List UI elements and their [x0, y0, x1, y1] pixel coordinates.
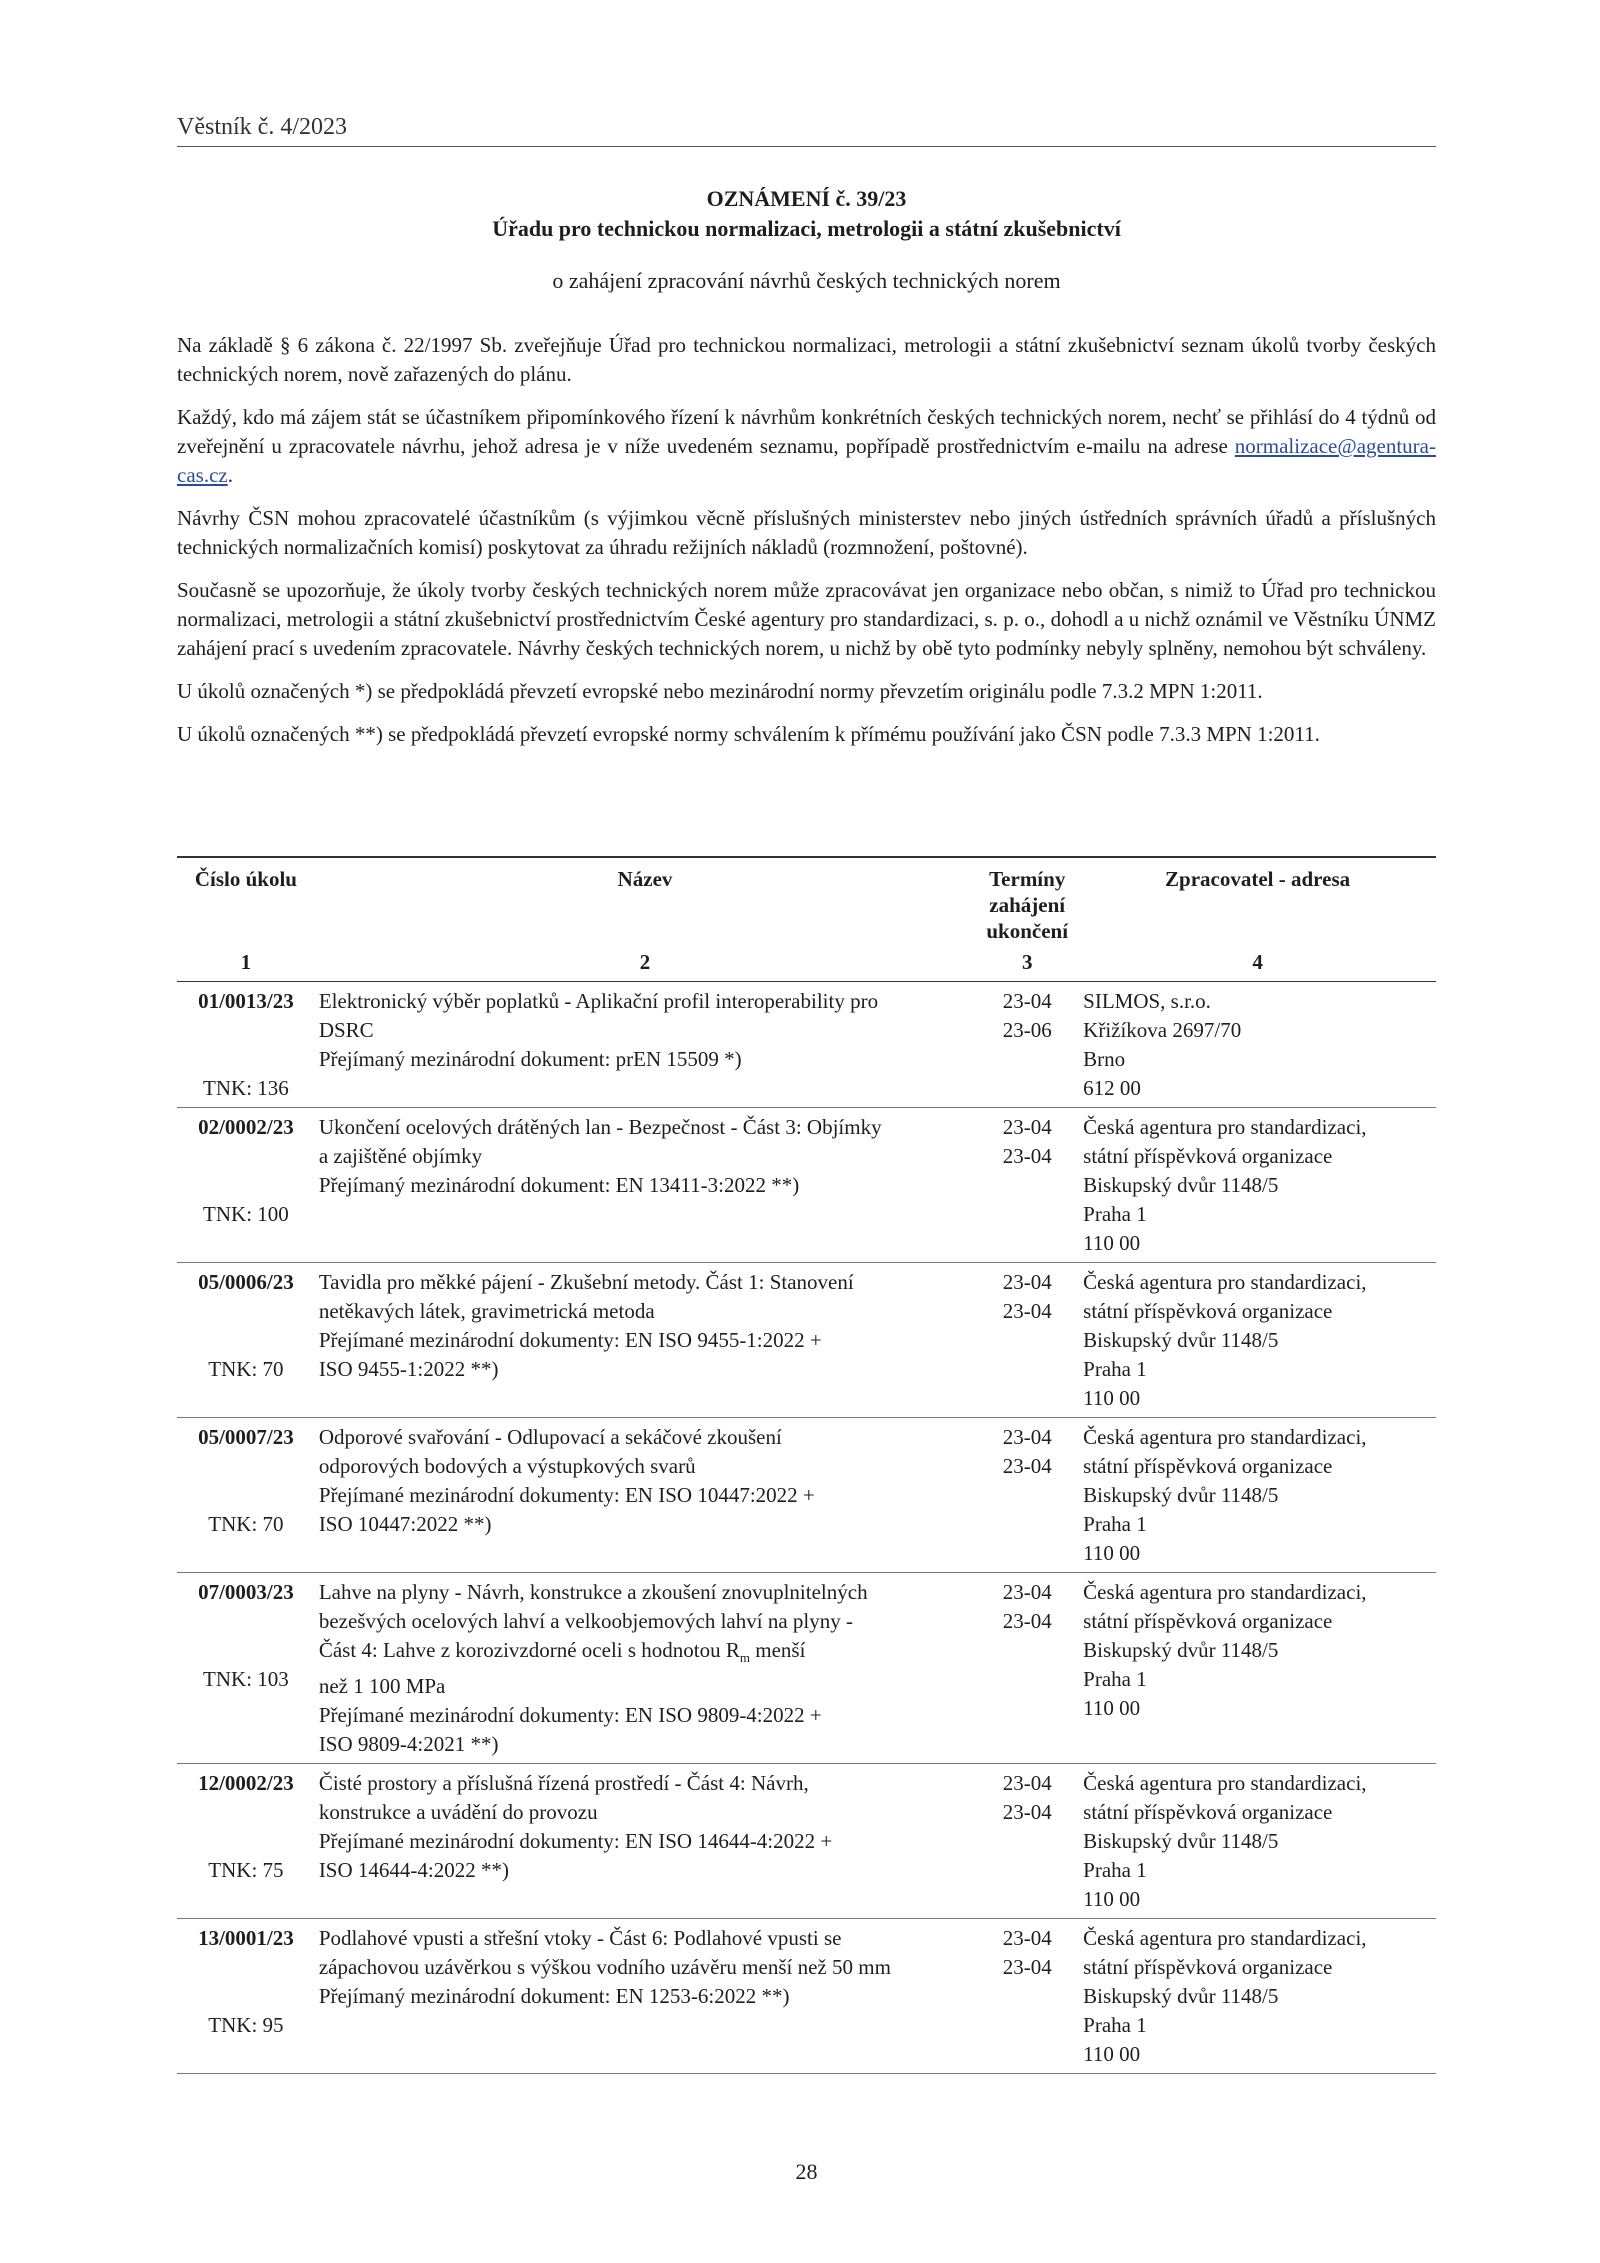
end-term: 23-04 [1002, 1454, 1052, 1478]
task-cell [177, 1108, 315, 1263]
task-name-text: menší [750, 1638, 806, 1662]
task-name-text: Přejímané mezinárodní dokumenty: EN ISO 9809-4:2022 + [318, 1703, 822, 1728]
address-line: Praha 1 [1083, 1512, 1147, 1536]
task-name-line [319, 1856, 971, 1885]
page-number: 28 [795, 2159, 818, 2184]
task-name-text: Odporové svařování - Odlupovací a sekáčové zkoušení [318, 1425, 782, 1449]
issuing-office: Úřadu pro technickou normalizaci, metrologii a státní zkušebnictví [492, 216, 1121, 241]
task-name-text: Přejímaný mezinárodní dokument: EN 13411-3:2022 **) [318, 1173, 800, 1197]
header-terms-line: Termíny [989, 867, 1066, 891]
end-term: 23-04 [1002, 1800, 1052, 1825]
task-name-text: ISO 14644-4:2022 **) [318, 1858, 509, 1883]
tnk-label: TNK: 100 [203, 1202, 289, 1226]
task-cell [177, 1418, 315, 1573]
task-name-line [319, 1769, 971, 1798]
processor-cell [1079, 1263, 1436, 1418]
end-term: 23-04 [1002, 1299, 1052, 1323]
address-line: Biskupský dvůr 1148/5 [1083, 1483, 1279, 1507]
task-name-text: odporových bodových a výstupkových svarů [318, 1454, 696, 1478]
address-line: státní příspěvková organizace [1083, 1955, 1333, 1980]
task-name-line [319, 1113, 971, 1142]
task-name-text: Přejímaný mezinárodní dokument: EN 1253-6:2022 **) [318, 1984, 790, 2009]
task-code: 02/0002/23 [198, 1115, 294, 1139]
task-name-cell [315, 1108, 975, 1263]
address-line: Biskupský dvůr 1148/5 [1083, 1984, 1279, 2009]
address-line: 110 00 [1083, 1231, 1141, 1255]
task-cell [177, 1263, 315, 1418]
end-term: 23-06 [1002, 1018, 1052, 1042]
email-link[interactable]: normalizace@agentura-cas.cz [177, 434, 1436, 487]
header-terms [975, 857, 1079, 945]
paragraph-6: U úkolů označených **) se předpokládá převzetí evropské normy schválením k přímému používání jako ČSN podle 7.3.3 MPN 1:2011. [177, 722, 1320, 746]
column-number: 4 [1079, 945, 1436, 982]
address-line: Praha 1 [1083, 1858, 1147, 1883]
spacer [181, 1142, 311, 1171]
announcement-subject: o zahájení zpracování návrhů českých technických norem [552, 268, 1061, 293]
header-terms-line: ukončení [986, 919, 1069, 943]
task-name-line [319, 1423, 971, 1452]
spacer [181, 1798, 311, 1827]
address-line: 612 00 [1083, 1076, 1141, 1100]
task-name-text: Ukončení ocelových drátěných lan - Bezpečnost - Část 3: Objímky [318, 1115, 882, 1139]
spacer [181, 1607, 311, 1636]
address-line: státní příspěvková organizace [1083, 1609, 1333, 1633]
tnk-label: TNK: 103 [203, 1667, 289, 1691]
terms-cell [975, 1418, 1079, 1573]
header-terms-line: zahájení [989, 893, 1066, 917]
address-line: Praha 1 [1083, 1202, 1147, 1226]
start-term: 23-04 [1002, 1115, 1052, 1139]
task-code: 07/0003/23 [198, 1580, 294, 1604]
address-line: Biskupský dvůr 1148/5 [1083, 1829, 1279, 1854]
task-name-text: Podlahové vpusti a střešní vtoky - Část 6: Podlahové vpusti se [318, 1926, 842, 1951]
task-code: 13/0001/23 [198, 1926, 294, 1951]
address-line: Česká agentura pro standardizaci, [1083, 1580, 1367, 1604]
tnk-label: TNK: 136 [203, 1076, 289, 1100]
task-name-cell [315, 1418, 975, 1573]
task-name-text: ISO 9809-4:2021 **) [318, 1732, 499, 1757]
processor-cell [1079, 1919, 1436, 2074]
start-term: 23-04 [1002, 989, 1052, 1013]
task-name-text: netěkavých látek, gravimetrická metoda [318, 1299, 655, 1323]
task-name-text: DSRC [318, 1018, 374, 1042]
task-name-text: zápachovou uzávěrkou s výškou vodního uzávěru menší než 50 mm [318, 1955, 891, 1980]
tnk-label: TNK: 70 [208, 1512, 284, 1536]
address-line: státní příspěvková organizace [1083, 1454, 1333, 1478]
body-text [177, 331, 1436, 763]
task-name-line [319, 1355, 971, 1384]
table-header-row [177, 857, 1436, 945]
task-code: 12/0002/23 [198, 1771, 294, 1796]
task-name-line [319, 1730, 971, 1759]
task-cell [177, 1573, 315, 1764]
spacer [181, 1827, 311, 1856]
task-name-line [319, 1297, 971, 1326]
task-name-line [319, 1701, 971, 1730]
task-name-line [319, 1268, 971, 1297]
address-line: Česká agentura pro standardizaci, [1083, 1115, 1367, 1139]
paragraph-3: Návrhy ČSN mohou zpracovatelé účastníkům (s výjimkou věcně příslušných ministerstev nebo jiných ústředních správních úřadů a příslušných technických normalizačních komisí) poskytovat za úhradu režijních nákladů (rozmnožení, poštovné). [177, 506, 1436, 559]
table-body [177, 982, 1436, 2074]
table-row [177, 1919, 1436, 2074]
address-line: 110 00 [1083, 2042, 1141, 2067]
paragraph-2-end: . [227, 463, 233, 487]
spacer [181, 1481, 311, 1510]
task-name-text: Část 4: Lahve z korozivzdorné oceli s hodnotou R [318, 1638, 740, 1662]
header-name: Název [617, 867, 673, 891]
start-term: 23-04 [1002, 1771, 1052, 1796]
task-code: 05/0007/23 [198, 1425, 294, 1449]
table-row [177, 1263, 1436, 1418]
paragraph-2 [177, 403, 1436, 490]
spacer [181, 1326, 311, 1355]
task-name-text: Tavidla pro měkké pájení - Zkušební metody. Část 1: Stanovení [318, 1270, 854, 1294]
address-line: státní příspěvková organizace [1083, 1299, 1333, 1323]
tnk-label: TNK: 70 [208, 1357, 284, 1381]
task-code: 01/0013/23 [198, 989, 294, 1013]
header-task-number: Číslo úkolu [194, 867, 297, 891]
start-term: 23-04 [1002, 1425, 1052, 1449]
spacer [181, 1982, 311, 2011]
address-line: Česká agentura pro standardizaci, [1083, 1270, 1367, 1294]
table-row [177, 982, 1436, 1108]
spacer [181, 1953, 311, 1982]
address-line: Česká agentura pro standardizaci, [1083, 1425, 1367, 1449]
paragraph-1: Na základě § 6 zákona č. 22/1997 Sb. zveřejňuje Úřad pro technickou normalizaci, metrologii a státní zkušebnictví seznam úkolů tvorby českých technických norem, nově zařazených do plánu. [177, 333, 1436, 386]
task-name-text: ISO 9455-1:2022 **) [318, 1357, 499, 1381]
paragraph-2-text: Každý, kdo má zájem stát se účastníkem připomínkového řízení k návrhům konkrétních českých technických norem, nechť se přihlásí do 4 týdnů od zveřejnění u zpracovatele návrhu, jehož adresa je v níže uvedeném seznamu, popřípadě prostřednictvím e-mailu na adrese [177, 405, 1436, 458]
task-name-cell [315, 1764, 975, 1919]
task-name-text: ISO 10447:2022 **) [318, 1512, 492, 1536]
task-name-text: a zajištěné objímky [318, 1144, 483, 1168]
task-cell [177, 982, 315, 1108]
task-name-text: Přejímané mezinárodní dokumenty: EN ISO 10447:2022 + [318, 1483, 815, 1507]
task-name-text: Přejímaný mezinárodní dokument: prEN 15509 *) [318, 1047, 742, 1071]
spacer [181, 1636, 311, 1665]
processor-cell [1079, 1108, 1436, 1263]
address-line: Biskupský dvůr 1148/5 [1083, 1328, 1279, 1352]
task-name-line [319, 1016, 971, 1045]
spacer [181, 1297, 311, 1326]
column-number: 3 [975, 945, 1079, 982]
processor-cell [1079, 982, 1436, 1108]
task-name-line [319, 1452, 971, 1481]
task-name-line [319, 1924, 971, 1953]
end-term: 23-04 [1002, 1144, 1052, 1168]
address-line: státní příspěvková organizace [1083, 1800, 1333, 1825]
address-line: Biskupský dvůr 1148/5 [1083, 1173, 1279, 1197]
task-name-line [319, 1171, 971, 1200]
task-name-text: Lahve na plyny - Návrh, konstrukce a zkoušení znovuplnitelných [318, 1580, 868, 1604]
start-term: 23-04 [1002, 1580, 1052, 1604]
column-number: 2 [315, 945, 975, 982]
column-number-row [177, 945, 1436, 982]
terms-cell [975, 1919, 1079, 2074]
task-code: 05/0006/23 [198, 1270, 294, 1294]
task-name-line [319, 1827, 971, 1856]
address-line: 110 00 [1083, 1541, 1141, 1565]
table-row [177, 1108, 1436, 1263]
address-line: Biskupský dvůr 1148/5 [1083, 1638, 1279, 1662]
end-term: 23-04 [1002, 1609, 1052, 1633]
task-name-line [319, 1481, 971, 1510]
task-name-line [319, 987, 971, 1016]
address-line: Brno [1083, 1047, 1126, 1071]
tasks-table [177, 856, 1436, 2074]
journal-title: Věstník č. 4/2023 [177, 114, 347, 140]
spacer [181, 1171, 311, 1200]
task-name-text: konstrukce a uvádění do provozu [318, 1800, 598, 1825]
start-term: 23-04 [1002, 1270, 1052, 1294]
table-row [177, 1764, 1436, 1919]
task-name-cell [315, 982, 975, 1108]
processor-cell [1079, 1764, 1436, 1919]
task-name-line [319, 1982, 971, 2011]
task-name-line [319, 1953, 971, 1982]
address-line: Praha 1 [1083, 1667, 1147, 1691]
terms-cell [975, 1263, 1079, 1418]
address-line: Praha 1 [1083, 1357, 1147, 1381]
announcement-title [177, 184, 1436, 296]
tnk-label: TNK: 75 [208, 1858, 284, 1883]
task-name-text: bezešvých ocelových lahví a velkoobjemových lahví na plyny - [318, 1609, 853, 1633]
task-cell [177, 1764, 315, 1919]
table-row [177, 1573, 1436, 1764]
address-line: Křižíkova 2697/70 [1083, 1018, 1242, 1042]
task-name-line [319, 1510, 971, 1539]
task-name-line [319, 1798, 971, 1827]
address-line: SILMOS, s.r.o. [1083, 989, 1211, 1013]
task-name-cell [315, 1573, 975, 1764]
address-line: 110 00 [1083, 1887, 1141, 1912]
address-line: Česká agentura pro standardizaci, [1083, 1926, 1367, 1951]
task-name-text: než 1 100 MPa [318, 1674, 446, 1699]
address-line: státní příspěvková organizace [1083, 1144, 1333, 1168]
terms-cell [975, 1108, 1079, 1263]
task-name-text: Elektronický výběr poplatků - Aplikační profil interoperability pro [318, 989, 879, 1013]
task-name-text: Přejímané mezinárodní dokumenty: EN ISO 14644-4:2022 + [318, 1829, 833, 1854]
processor-cell [1079, 1418, 1436, 1573]
paragraph-4: Současně se upozorňuje, že úkoly tvorby českých technických norem může zpracovávat jen organizace nebo občan, s nimiž to Úřad pro technickou normalizaci, metrologii a státní zkušebnictví prostřednictvím České agentury pro standardizaci, s. p. o., dohodl a u nichž oznámil ve Věstníku ÚNMZ zahájení prací s uvedením zpracovatele. Návrhy českých technických norem, u nichž by obě tyto podmínky nebyly splněny, nemohou být schváleny. [177, 578, 1436, 660]
task-cell [177, 1919, 315, 2074]
address-line: Praha 1 [1083, 2013, 1147, 2038]
task-name-cell [315, 1919, 975, 2074]
task-name-cell [315, 1263, 975, 1418]
column-number: 1 [177, 945, 315, 982]
table-row [177, 1418, 1436, 1573]
task-name-line [319, 1578, 971, 1607]
terms-cell [975, 1764, 1079, 1919]
terms-cell [975, 982, 1079, 1108]
task-name-line [319, 1672, 971, 1701]
task-name-line [319, 1607, 971, 1636]
task-name-line [319, 1142, 971, 1171]
announcement-number: OZNÁMENÍ č. 39/23 [706, 186, 907, 211]
processor-cell [1079, 1573, 1436, 1764]
start-term: 23-04 [1002, 1926, 1052, 1951]
header-processor: Zpracovatel - adresa [1165, 867, 1351, 891]
spacer [181, 1016, 311, 1045]
page-header [177, 114, 1436, 147]
spacer [181, 1452, 311, 1481]
subscript: m [739, 1650, 751, 1666]
address-line: 110 00 [1083, 1696, 1141, 1720]
terms-cell [975, 1573, 1079, 1764]
task-name-text: Čisté prostory a příslušná řízená prostředí - Část 4: Návrh, [318, 1771, 809, 1796]
task-name-text: Přejímané mezinárodní dokumenty: EN ISO 9455-1:2022 + [318, 1328, 822, 1352]
end-term: 23-04 [1002, 1955, 1052, 1980]
spacer [181, 1045, 311, 1074]
task-name-line [319, 1326, 971, 1355]
address-line: 110 00 [1083, 1386, 1141, 1410]
address-line: Česká agentura pro standardizaci, [1083, 1771, 1367, 1796]
paragraph-5: U úkolů označených *) se předpokládá převzetí evropské nebo mezinárodní normy převzetím originálu podle 7.3.2 MPN 1:2011. [177, 679, 1263, 703]
task-name-line [319, 1636, 971, 1672]
task-name-line [319, 1045, 971, 1074]
tnk-label: TNK: 95 [208, 2013, 284, 2038]
